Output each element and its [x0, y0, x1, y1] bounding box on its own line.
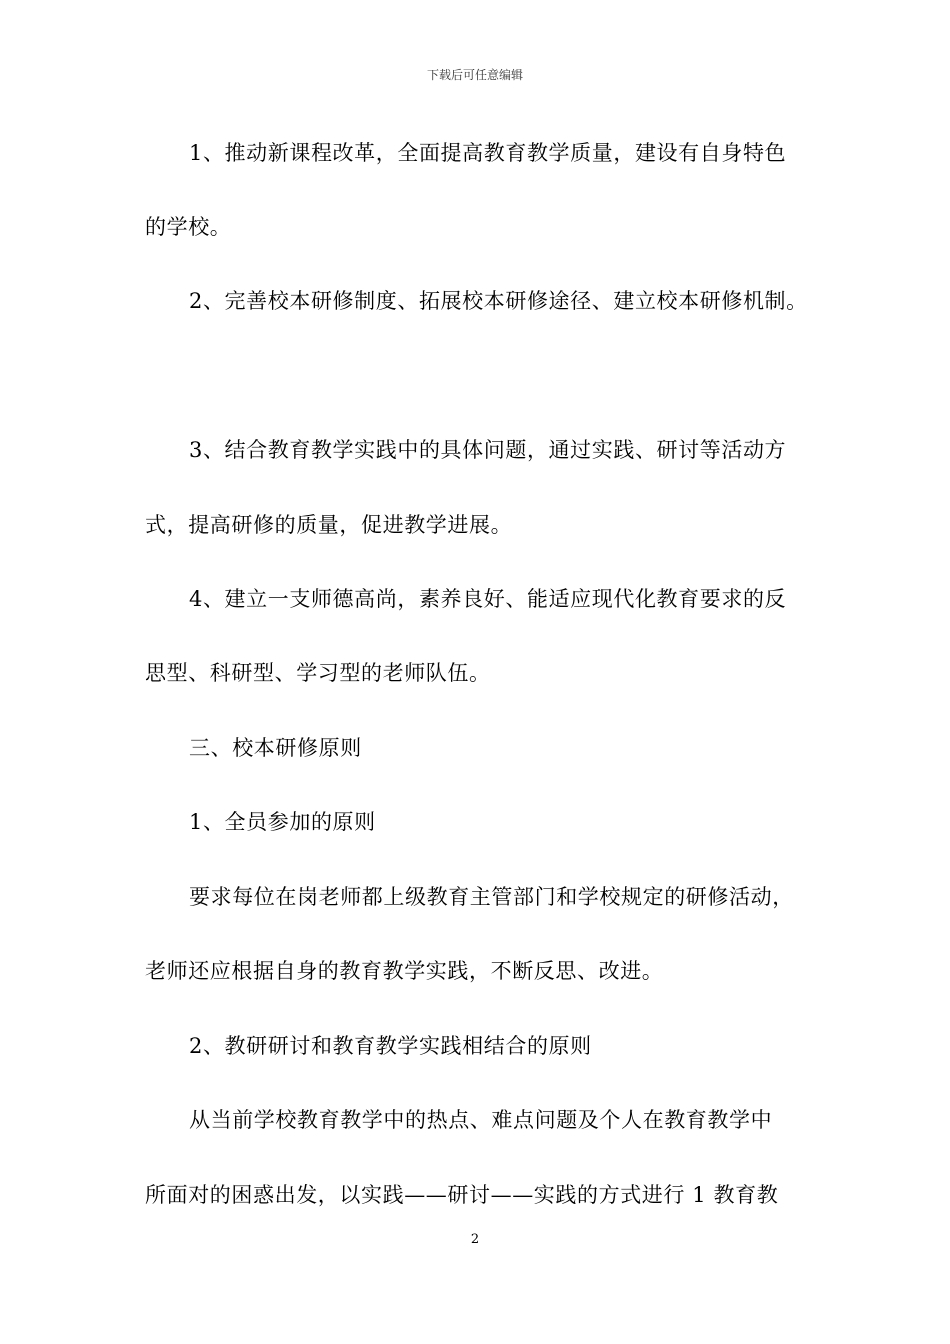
text-line: 老师还应根据自身的教育教学实践，不断反思、改进。 — [145, 959, 664, 983]
text-line: 思型、科研型、学习型的老师队伍。 — [145, 661, 491, 685]
text-line: 所面对的困惑出发，以实践——研讨——实践的方式进行 1 教育教 — [145, 1183, 779, 1207]
text-line: 要求每位在岗老师都上级教育主管部门和学校规定的研修活动， — [189, 885, 794, 909]
text-line: 2、完善校本研修制度、拓展校本研修途径、建立校本研修机制。 — [189, 289, 808, 313]
page-number: 2 — [470, 1232, 480, 1247]
text-line: 从当前学校教育教学中的热点、难点问题及个人在教育教学中 — [189, 1108, 773, 1132]
subsection-heading: 1、全员参加的原则 — [189, 810, 376, 834]
text-line: 式，提高研修的质量，促进教学进展。 — [145, 513, 513, 537]
text-line: 3、结合教育教学实践中的具体问题，通过实践、研讨等活动方 — [189, 438, 787, 462]
page-header: 下载后可任意编辑 — [426, 68, 523, 82]
text-line: 的学校。 — [145, 215, 232, 239]
subsection-heading: 2、教研研讨和教育教学实践相结合的原则 — [189, 1034, 592, 1058]
section-heading: 三、校本研修原则 — [189, 736, 362, 760]
text-line: 4、建立一支师德高尚，素养良好、能适应现代化教育要求的反 — [189, 587, 787, 611]
text-line: 1、推动新课程改革，全面提高教育教学质量，建设有自身特色 — [189, 141, 787, 165]
